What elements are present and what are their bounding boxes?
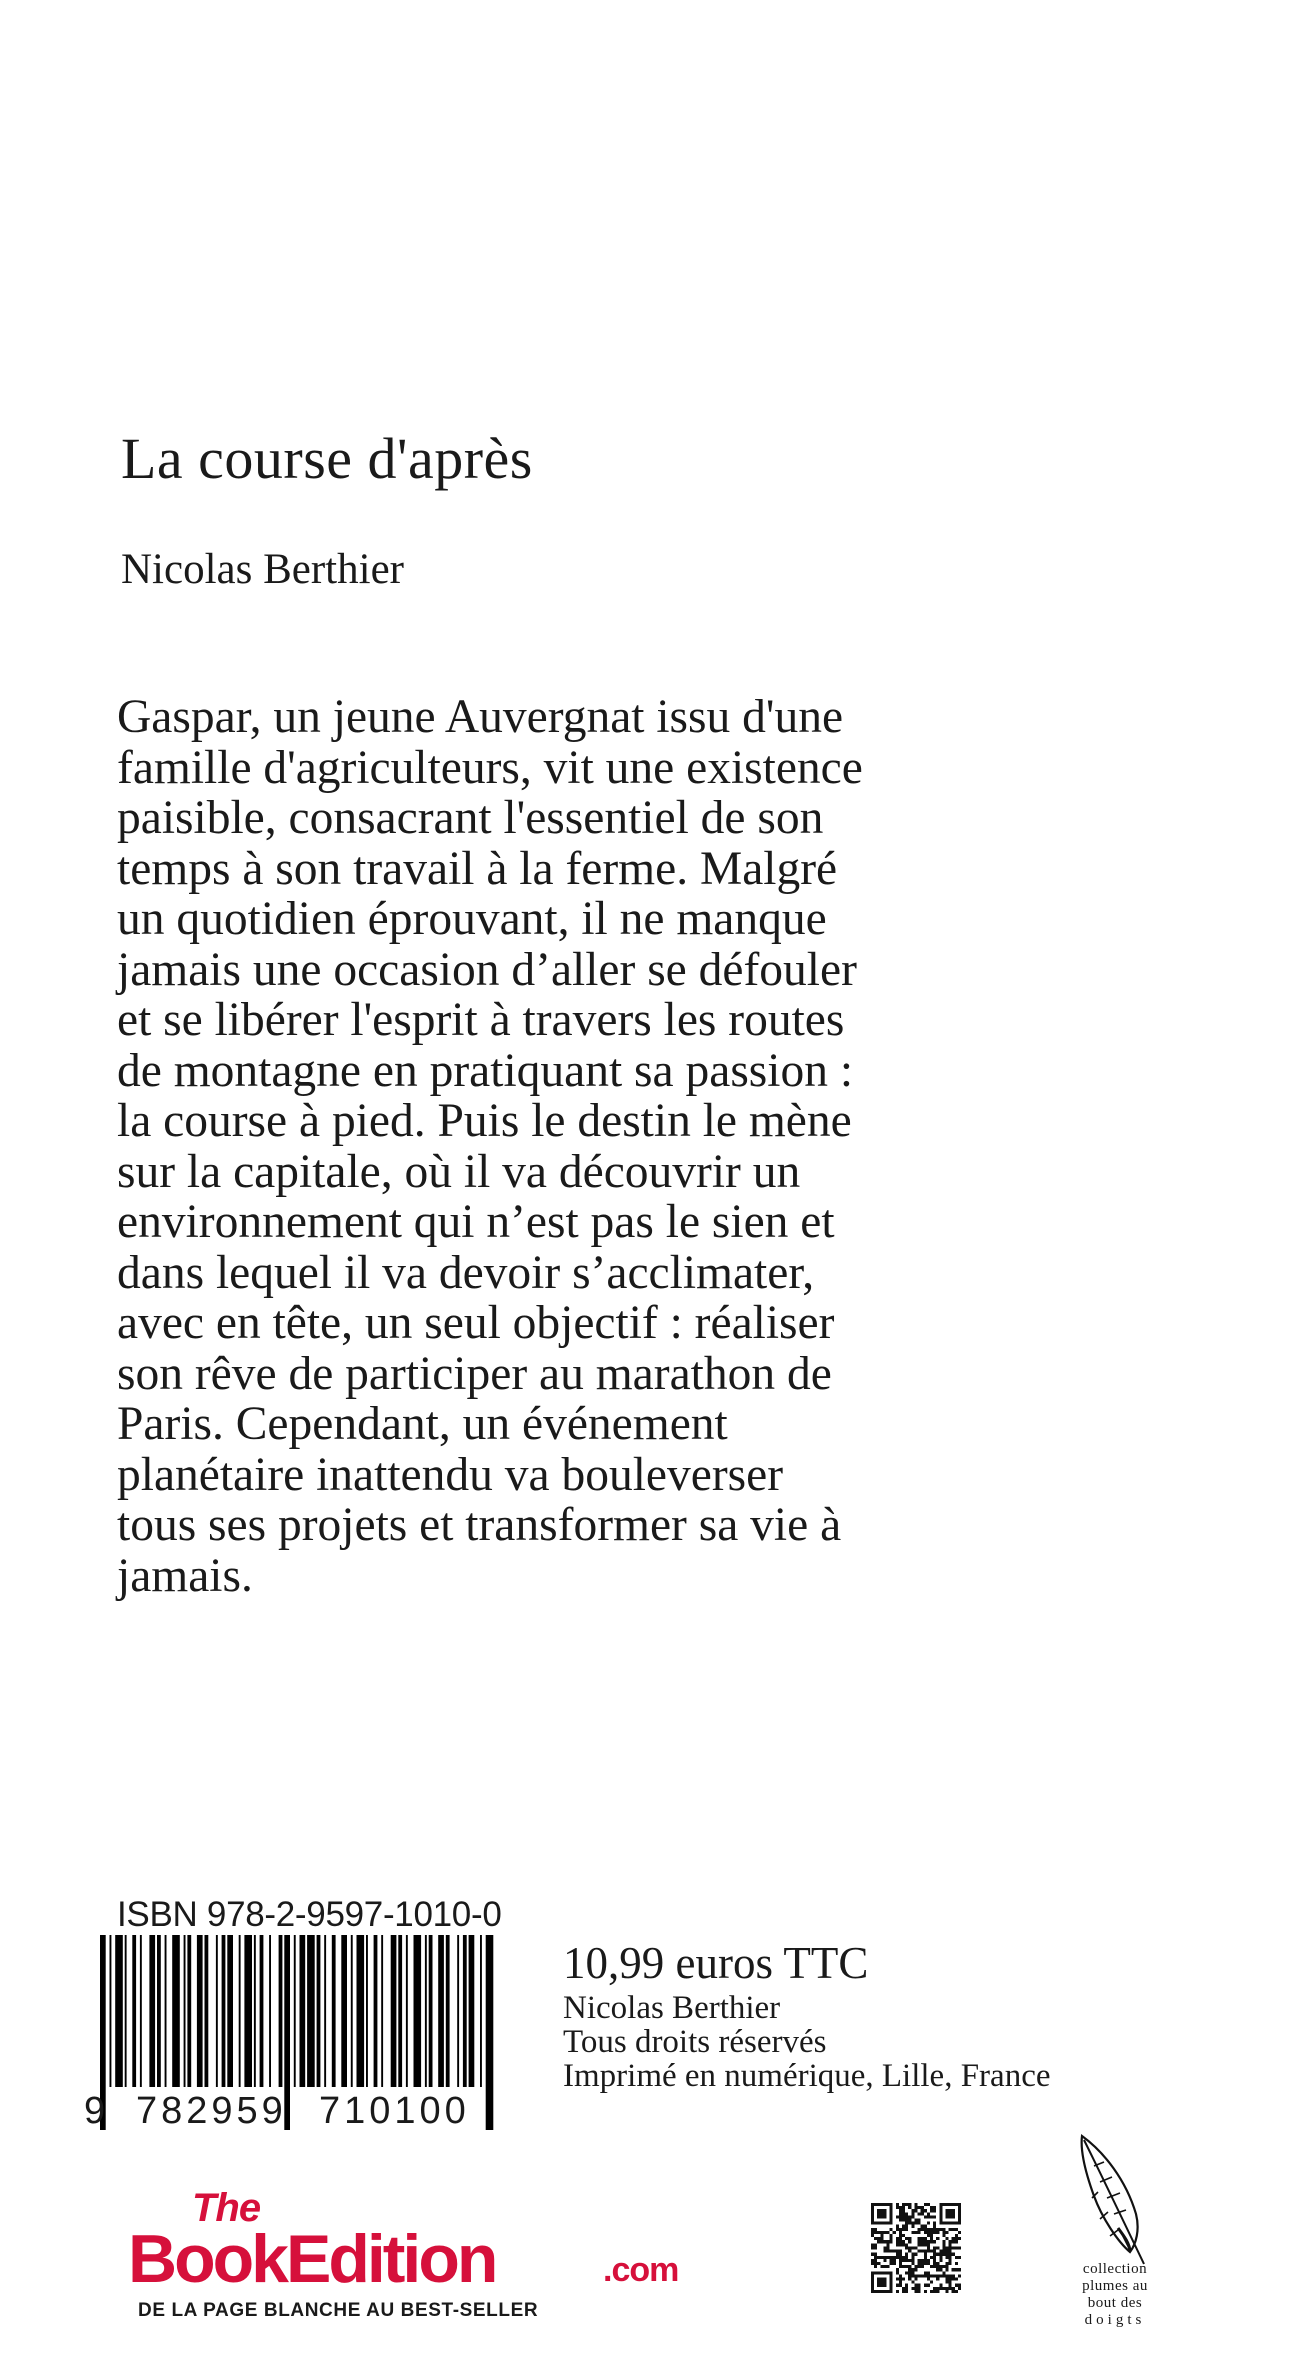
blurb-line: la course à pied. Puis le destin le mène [117, 1095, 852, 1147]
barcode-bar [480, 1935, 482, 2087]
back-cover-blurb [117, 692, 987, 1601]
barcode-bar [260, 1935, 264, 2087]
collection-line: doigts [1084, 2312, 1146, 2328]
collection-line: collection [1082, 2261, 1148, 2277]
barcode-bar [110, 1935, 112, 2087]
barcode-bar [115, 1935, 123, 2087]
barcode-bar [172, 1935, 180, 2087]
collection-line: plumes au [1082, 2278, 1148, 2294]
barcode-bar [227, 1935, 233, 2087]
barcode-bar [425, 1935, 427, 2087]
barcode-bar [244, 1935, 252, 2087]
blurb-line: planétaire inattendu va bouleverser [117, 1448, 784, 1501]
barcode-bar [324, 1935, 326, 2087]
barcode-bar [165, 1935, 167, 2087]
blurb-line: un quotidien éprouvant, il ne manque [117, 893, 827, 945]
price: 10,99 euros TTC [563, 1938, 869, 1988]
logo-bookedition: BookEdition [128, 2221, 496, 2297]
barcode-bar [381, 1935, 383, 2087]
barcode-bar [317, 1935, 321, 2087]
logo-tagline: DE LA PAGE BLANCHE AU BEST-SELLER [138, 2300, 539, 2321]
barcode-digit-lead: 9 [84, 2090, 106, 2132]
blurb-line: famille d'agriculteurs, vit une existence [117, 741, 863, 794]
imprint-author: Nicolas Berthier [563, 1990, 781, 2026]
barcode-bar [125, 1935, 127, 2087]
blurb-line: dans lequel il va devoir s’acclimater, [117, 1246, 815, 1299]
qr-code-icon [871, 2203, 961, 2293]
collection-label [1040, 2261, 1190, 2329]
barcode-digits-right: 710100 [319, 2090, 470, 2132]
blurb-line: sur la capitale, où il va découvrir un [117, 1145, 801, 1198]
barcode-bar [469, 1935, 475, 2087]
imprint-printed: Imprimé en numérique, Lille, France [563, 2058, 1051, 2094]
barcode-bar [391, 1935, 397, 2087]
book-title: La course d'après [121, 426, 533, 491]
barcode-bar [457, 1935, 459, 2087]
barcode-bar [254, 1935, 256, 2087]
imprint-rights: Tous droits réservés [563, 2024, 827, 2060]
blurb-line: paisible, consacrant l'essentiel de son [117, 792, 824, 844]
book-author: Nicolas Berthier [121, 546, 404, 593]
blurb-line: jamais une occasion d’aller se défouler [117, 943, 857, 996]
barcode-bar [357, 1935, 365, 2087]
barcode-bar [463, 1935, 467, 2087]
barcode-bar [205, 1935, 209, 2087]
collection-line: bout des [1087, 2295, 1143, 2311]
logo-domain: .com [603, 2251, 679, 2289]
barcode-bar [438, 1935, 444, 2087]
barcode-bar [187, 1935, 191, 2087]
barcode-bar [197, 1935, 203, 2087]
barcode-bar [216, 1935, 218, 2087]
barcode-bar [294, 1935, 296, 2087]
barcode-bar [486, 1935, 494, 2130]
barcode-bar [132, 1935, 136, 2087]
logo-the: The [192, 2186, 261, 2230]
barcode-bar [341, 1935, 347, 2087]
feather-icon [1074, 2132, 1154, 2267]
blurb-line: environnement qui n’est pas le sien et [117, 1196, 835, 1248]
barcode-bar [149, 1935, 155, 2087]
barcode-digits-left: 782959 [136, 2090, 287, 2132]
blurb-line: tous ses projets et transformer sa vie à [117, 1499, 842, 1551]
blurb-line: jamais. [117, 1549, 253, 1602]
barcode-bar [406, 1935, 408, 2087]
barcode-bar [307, 1935, 315, 2087]
barcode-bar [300, 1935, 306, 2087]
blurb-line: et se libérer l'esprit à travers les routes [117, 994, 845, 1046]
barcode-bar [157, 1935, 161, 2087]
blurb-line: temps à son travail à la ferme. Malgré [117, 842, 838, 895]
barcode-bar [366, 1935, 368, 2087]
barcode-bar [429, 1935, 433, 2087]
barcode-bar [184, 1935, 186, 2087]
barcode-bar [269, 1935, 271, 2087]
barcode-bar [446, 1935, 450, 2087]
barcode-bar [239, 1935, 241, 2087]
blurb-line: avec en tête, un seul objectif : réaliser [117, 1297, 835, 1349]
barcode-bar [398, 1935, 402, 2087]
barcode-bar [140, 1935, 142, 2087]
barcode-bar [332, 1935, 336, 2087]
barcode-bar [222, 1935, 226, 2087]
blurb-line: son rêve de participer au marathon de [117, 1347, 832, 1400]
barcode-bar [414, 1935, 422, 2087]
isbn-label: ISBN 978-2-9597-1010-0 [117, 1895, 502, 1934]
blurb-line: Gaspar, un jeune Auvergnat issu d'une [117, 691, 844, 743]
barcode-bar [279, 1935, 283, 2087]
barcode-bar [374, 1935, 378, 2087]
blurb-line: Paris. Cependant, un événement [117, 1398, 728, 1450]
blurb-line: de montagne en pratiquant sa passion : [117, 1044, 854, 1097]
barcode-bar [351, 1935, 353, 2087]
